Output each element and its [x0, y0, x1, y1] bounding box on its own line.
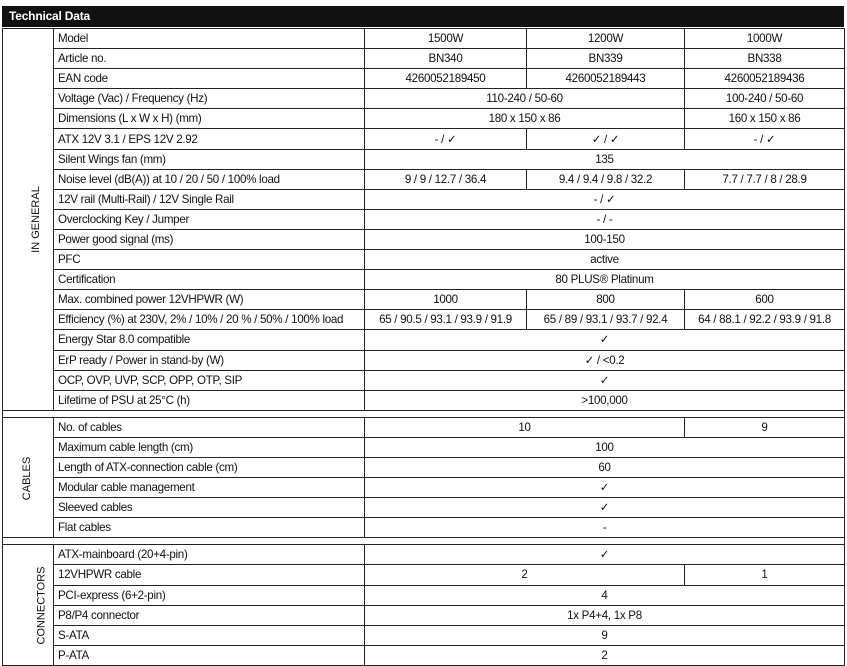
value-cell: 600	[685, 290, 845, 310]
value-cell: 9.4 / 9.4 / 9.8 / 32.2	[527, 169, 685, 189]
value-cell: 1500W	[365, 29, 527, 49]
spacer-cell	[3, 410, 845, 417]
row-label: P8/P4 connector	[54, 605, 365, 625]
value-cell: 4	[365, 585, 845, 605]
value-cell: ✓	[365, 478, 845, 498]
value-cell: ✓	[365, 330, 845, 350]
table-row	[3, 109, 845, 129]
row-label: Sleeved cables	[54, 498, 365, 518]
section-label-cell	[3, 545, 54, 666]
row-label: S-ATA	[54, 625, 365, 645]
row-label: EAN code	[54, 69, 365, 89]
row-label: Power good signal (ms)	[54, 229, 365, 249]
value-cell: ✓	[365, 498, 845, 518]
row-label: Flat cables	[54, 518, 365, 538]
section-label-cell	[3, 417, 54, 538]
table-row	[3, 478, 845, 498]
table-row	[3, 390, 845, 410]
value-cell: BN340	[365, 49, 527, 69]
value-cell: 180 x 150 x 86	[365, 109, 685, 129]
value-cell: - / ✓	[365, 189, 845, 209]
value-cell: 60	[365, 457, 845, 477]
value-cell: 100-240 / 50-60	[685, 89, 845, 109]
table-row	[3, 310, 845, 330]
section-label: CABLES	[21, 456, 34, 500]
value-cell: - / -	[365, 209, 845, 229]
value-cell: ✓	[365, 370, 845, 390]
section-spacer	[3, 410, 845, 417]
row-label: Efficiency (%) at 230V, 2% / 10% / 20 % / 50% / 100% load	[54, 310, 365, 330]
table-row	[3, 437, 845, 457]
row-label: Dimensions (L x W x H) (mm)	[54, 109, 365, 129]
value-cell: 800	[527, 290, 685, 310]
value-cell: 4260052189436	[685, 69, 845, 89]
value-cell: 2	[365, 565, 685, 585]
table-row	[3, 209, 845, 229]
table-row	[3, 29, 845, 49]
table-row	[3, 229, 845, 249]
value-cell: -	[365, 518, 845, 538]
table-row	[3, 417, 845, 437]
table-row	[3, 565, 845, 585]
value-cell: 100	[365, 437, 845, 457]
table-row	[3, 69, 845, 89]
table-row	[3, 545, 845, 565]
value-cell: 1x P4+4, 1x P8	[365, 605, 845, 625]
table-row	[3, 370, 845, 390]
section-label-cell	[3, 29, 54, 411]
value-cell: ✓ / ✓	[527, 129, 685, 149]
table-title: Technical Data	[2, 6, 844, 27]
value-cell: >100,000	[365, 390, 845, 410]
table-row	[3, 169, 845, 189]
row-label: Model	[54, 29, 365, 49]
row-label: P-ATA	[54, 645, 365, 665]
value-cell: 1000	[365, 290, 527, 310]
table-row	[3, 49, 845, 69]
row-label: 12V rail (Multi-Rail) / 12V Single Rail	[54, 189, 365, 209]
value-cell: ✓ / <0.2	[365, 350, 845, 370]
row-label: Lifetime of PSU at 25°C (h)	[54, 390, 365, 410]
value-cell: 10	[365, 417, 685, 437]
value-cell: 1200W	[527, 29, 685, 49]
technical-data-table	[2, 28, 845, 666]
value-cell: 160 x 150 x 86	[685, 109, 845, 129]
row-label: ErP ready / Power in stand-by (W)	[54, 350, 365, 370]
value-cell: BN339	[527, 49, 685, 69]
row-label: Article no.	[54, 49, 365, 69]
row-label: 12VHPWR cable	[54, 565, 365, 585]
row-label: Overclocking Key / Jumper	[54, 209, 365, 229]
row-label: PFC	[54, 250, 365, 270]
table-row	[3, 625, 845, 645]
value-cell: 2	[365, 645, 845, 665]
table-row	[3, 498, 845, 518]
value-cell: 9	[365, 625, 845, 645]
value-cell: - / ✓	[365, 129, 527, 149]
row-label: Silent Wings fan (mm)	[54, 149, 365, 169]
spacer-cell	[3, 538, 845, 545]
table-row	[3, 250, 845, 270]
row-label: Certification	[54, 270, 365, 290]
value-cell: 1	[685, 565, 845, 585]
value-cell: 80 PLUS® Platinum	[365, 270, 845, 290]
table-row	[3, 350, 845, 370]
value-cell: ✓	[365, 545, 845, 565]
row-label: No. of cables	[54, 417, 365, 437]
row-label: PCI-express (6+2-pin)	[54, 585, 365, 605]
value-cell: 4260052189450	[365, 69, 527, 89]
value-cell: 1000W	[685, 29, 845, 49]
table-row	[3, 129, 845, 149]
value-cell: active	[365, 250, 845, 270]
value-cell: - / ✓	[685, 129, 845, 149]
table-row	[3, 585, 845, 605]
table-row	[3, 645, 845, 665]
table-row	[3, 330, 845, 350]
row-label: Length of ATX-connection cable (cm)	[54, 457, 365, 477]
value-cell: 7.7 / 7.7 / 8 / 28.9	[685, 169, 845, 189]
value-cell: 65 / 89 / 93.1 / 93.7 / 92.4	[527, 310, 685, 330]
row-label: Voltage (Vac) / Frequency (Hz)	[54, 89, 365, 109]
table-row	[3, 89, 845, 109]
table-row	[3, 605, 845, 625]
value-cell: 4260052189443	[527, 69, 685, 89]
row-label: OCP, OVP, UVP, SCP, OPP, OTP, SIP	[54, 370, 365, 390]
table-row	[3, 518, 845, 538]
value-cell: 100-150	[365, 229, 845, 249]
row-label: ATX 12V 3.1 / EPS 12V 2.92	[54, 129, 365, 149]
row-label: ATX-mainboard (20+4-pin)	[54, 545, 365, 565]
section-label: IN GENERAL	[29, 186, 42, 254]
value-cell: 65 / 90.5 / 93.1 / 93.9 / 91.9	[365, 310, 527, 330]
value-cell: 9 / 9 / 12.7 / 36.4	[365, 169, 527, 189]
value-cell: BN338	[685, 49, 845, 69]
value-cell: 9	[685, 417, 845, 437]
section-label: CONNECTORS	[35, 566, 48, 645]
value-cell: 135	[365, 149, 845, 169]
table-row	[3, 457, 845, 477]
section-spacer	[3, 538, 845, 545]
table-row	[3, 270, 845, 290]
row-label: Noise level (dB(A)) at 10 / 20 / 50 / 100% load	[54, 169, 365, 189]
value-cell: 110-240 / 50-60	[365, 89, 685, 109]
table-row	[3, 189, 845, 209]
table-row	[3, 149, 845, 169]
row-label: Energy Star 8.0 compatible	[54, 330, 365, 350]
row-label: Maximum cable length (cm)	[54, 437, 365, 457]
value-cell: 64 / 88.1 / 92.2 / 93.9 / 91.8	[685, 310, 845, 330]
row-label: Modular cable management	[54, 478, 365, 498]
table-row	[3, 290, 845, 310]
row-label: Max. combined power 12VHPWR (W)	[54, 290, 365, 310]
